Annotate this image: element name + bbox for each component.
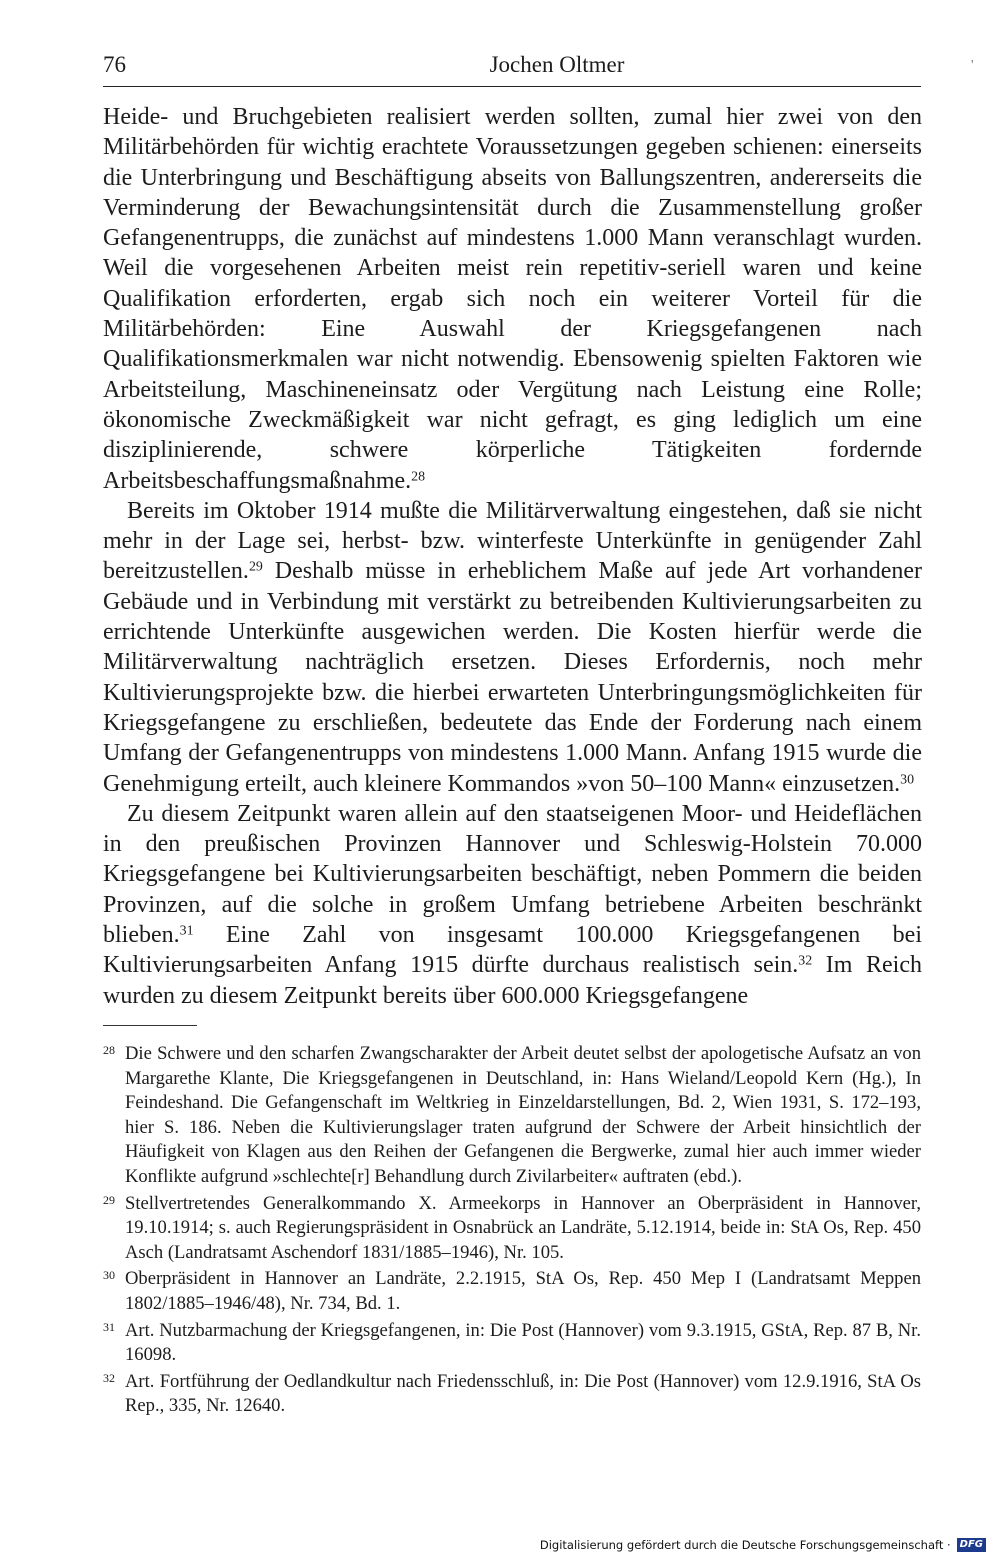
body-text <box>103 102 922 1011</box>
digitization-credit <box>540 1537 986 1553</box>
footnote-text: Stellvertretendes Generalkommando X. Armeekorps in Hannover an Oberpräsident in Hannover, 19.10.1914; s. auch Regierungspräsident in Osnabrück an Landräte, 5.12.1914, beide in: StA Os, Rep. 450 Asch (Landratsamt Aschendorf 1831/1885–1946), Nr. 105. <box>125 1192 921 1263</box>
footnote-text: Art. Fortführung der Oedlandkultur nach Friedensschluß, in: Die Post (Hannover) vom 12.9.1916, StA Os Rep., 335, Nr. 12640. <box>125 1370 921 1417</box>
footnote <box>103 1192 921 1266</box>
paragraph-text: Bereits im Oktober 1914 mußte die Militärverwaltung eingestehen, daß sie nicht mehr in der Lage sei, herbst- bzw. winterfeste Unterkünfte in genügender Zahl bereitzustellen. <box>103 497 922 585</box>
footnote-ref[interactable]: 30 <box>900 771 915 787</box>
paragraph <box>103 496 922 799</box>
footnote-ref[interactable]: 31 <box>179 923 194 939</box>
page-header <box>103 52 921 87</box>
footnote <box>103 1370 921 1419</box>
footnote-divider <box>103 1025 197 1026</box>
footnote-ref[interactable]: 28 <box>411 468 426 484</box>
paragraph-text: Zu diesem Zeitpunkt waren allein auf den staatseigenen Moor- und Heideflächen in den preußischen Provinzen Hannover und Schleswig-Holstein 70.000 Kriegsgefangene bei Kultivierungsarbeiten beschäftigt, neben Pommern die beiden Provinzen, auf die solche in großem Umfang betriebene Arbeiten beschränkt blieben. <box>103 800 922 949</box>
credit-text: Digitalisierung gefördert durch die Deutsche Forschungsgemeinschaft · <box>539 1538 951 1552</box>
footnote <box>103 1042 921 1190</box>
footnote-text: Art. Nutzbarmachung der Kriegsgefangenen, in: Die Post (Hannover) vom 9.3.1915, GStA, Rep. 87 B, Nr. 16098. <box>125 1319 921 1366</box>
footnote-ref[interactable]: 32 <box>798 953 813 969</box>
footnote-number: 29 <box>103 1192 115 1207</box>
footnote-ref[interactable]: 29 <box>248 559 263 575</box>
paragraph-text: Deshalb müsse in erheblichem Maße auf jede Art vorhandener Gebäude und in Verbindung mit verstärkt zu betreibenden Kultivierungsarbeiten zu errichtende Unterkünfte ausgewichen werden. Die Kosten hierfür werde die Militärverwaltung nachträglich ersetzen. Dieses Erfordernis, noch mehr Kultivierungsprojekte bzw. die hierbei erwarteten Unterbringungsmöglichkeiten für Kriegsgefangene zu erschließen, bedeutete das Ende der Forderung nach einem Umfang der Gefangenentrupps von mindestens 1.000 Mann. Anfang 1915 wurde die Genehmigung erteilt, auch kleinere Kommandos »von 50–100 Mann« einzusetzen. <box>103 558 923 797</box>
paragraph <box>103 102 922 496</box>
footnote <box>103 1319 921 1368</box>
footnote-text: Die Schwere und den scharfen Zwangscharakter der Arbeit deutet selbst der apologetische Aufsatz an von Margarethe Klante, Die Kriegsgefangenen in Deutschland, in: Hans Wieland/Leopold Kern (Hg.), In Feindeshand. Die Gefangenschaft im Weltkrieg in Einzeldarstellungen, Bd. 2, Wien 1931, S. 172–193, hier S. 186. Neben die Kultivierungslager traten aufgrund der Schwere der Arbeit hinsichtlich der Häufigkeit von Klagen aus den Reihen der Gefangenen die Bergwerke, zumal hier auch immer wieder Konflikte aufgrund »schlechte[r] Behandlung durch Zivilarbeiter« auftraten (ebd.). <box>125 1043 921 1187</box>
running-head: Jochen Oltmer <box>489 52 625 77</box>
corner-mark: ' <box>971 58 974 73</box>
paragraph-text: Eine Zahl von insgesamt 100.000 Kriegsgefangenen bei Kultivierungsarbeiten Anfang 1915 dürfte durchaus realistisch sein. <box>103 922 923 979</box>
paragraph-text: Im Reich wurden zu diesem Zeitpunkt bereits über 600.000 Kriegsgefangene <box>103 952 922 1009</box>
footnote-number: 31 <box>103 1319 115 1334</box>
dfg-logo-icon: DFG <box>957 1538 986 1552</box>
footnotes <box>103 1042 921 1421</box>
footnote <box>103 1267 921 1316</box>
footnote-number: 32 <box>103 1370 115 1385</box>
footnote-number: 28 <box>103 1043 115 1057</box>
page-number: 76 <box>103 52 126 77</box>
footnote-number: 30 <box>103 1268 115 1283</box>
paragraph <box>103 799 922 1011</box>
paragraph-text: Heide- und Bruchgebieten realisiert werden sollten, zumal hier zwei von den Militärbehörden für wichtig erachtete Voraussetzungen gegeben schienen: einerseits die Unterbringung und Beschäftigung abseits von Ballungszentren, andererseits die Verminderung der Bewachungsintensität durch die Zusammenstellung großer Gefangenentrupps, die zunächst auf mindestens 1.000 Mann veranschlagt wurden. Weil die vorgesehenen Arbeiten meist rein repetitiv-seriell waren und keine Qualifikation erforderten, ergab sich noch ein weiterer Vorteil für die Militärbehörden: Eine Auswahl der Kriegsgefangenen nach Qualifikationsmerkmalen war nicht notwendig. Ebensowenig spielten Faktoren wie Arbeitsteilung, Maschineneinsatz oder Vergütung nach Leistung eine Rolle; ökonomische Zweckmäßigkeit war nicht gefragt, es ging lediglich um eine disziplinierende, schwere körperliche Tätigkeiten fordernde Arbeitsbeschaffungsmaßnahme. <box>103 104 922 494</box>
footnote-text: Oberpräsident in Hannover an Landräte, 2.2.1915, StA Os, Rep. 450 Mep I (Landratsamt Meppen 1802/1885–1946/48), Nr. 734, Bd. 1. <box>125 1268 921 1314</box>
